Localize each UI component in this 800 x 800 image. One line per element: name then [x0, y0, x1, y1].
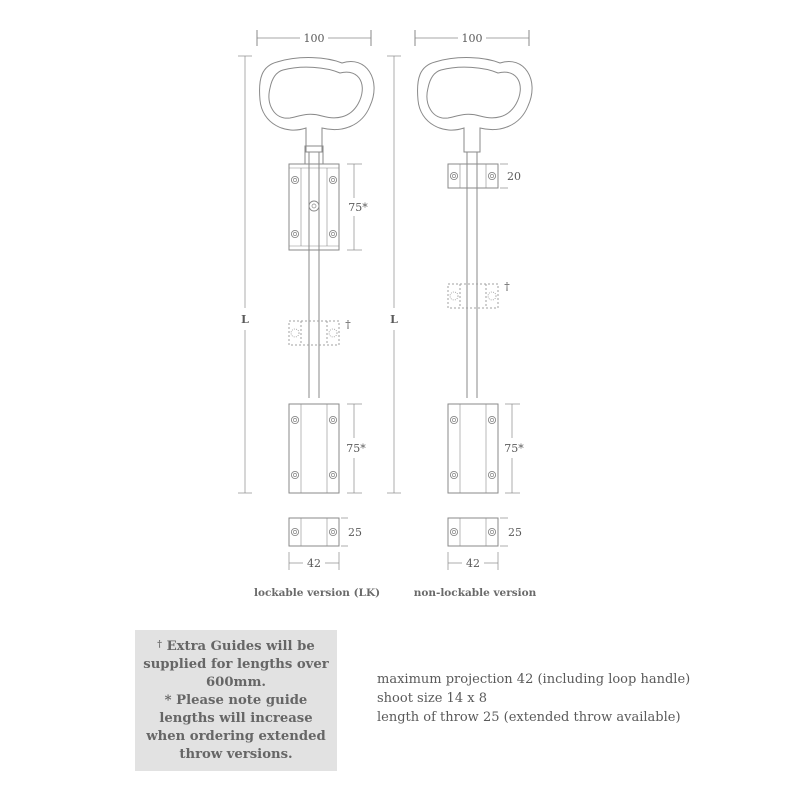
- specifications: [377, 670, 690, 727]
- nl-loop-handle-inner: [427, 67, 520, 118]
- lk-loop-handle-inner: [269, 67, 362, 118]
- lk-keep-width-label: 42: [307, 557, 321, 570]
- nl-upper-guide-label: 20: [507, 170, 521, 183]
- guide-lengths-note: * Please note guide lengths will increase when ordering extended throw versions.: [146, 693, 326, 762]
- lk-upper-guide-label: 75*: [348, 201, 368, 214]
- spec-throw: length of throw 25 (extended throw available): [377, 710, 681, 725]
- dagger-mark: †: [157, 640, 162, 650]
- lk-lower-guide-label: 75*: [346, 442, 366, 455]
- nl-length-label: L: [390, 313, 398, 326]
- nl-width-label: 100: [461, 32, 483, 45]
- lk-width-label: 100: [303, 32, 325, 45]
- lk-extra-guide: [289, 321, 339, 345]
- nl-loop-handle: [418, 58, 533, 152]
- spec-projection: maximum projection 42 (including loop handle): [377, 672, 691, 687]
- nl-caption: non-lockable version: [413, 587, 537, 599]
- nl-lower-guide-label: 75*: [504, 442, 524, 455]
- lk-keep-label: 25: [348, 526, 362, 539]
- nl-keep-label: 25: [508, 526, 522, 539]
- nl-lower-guide: [448, 404, 498, 493]
- nl-extra-guide: [448, 284, 498, 308]
- lk-lower-guide: [289, 404, 339, 493]
- non-lockable-bolt: [387, 30, 532, 570]
- spec-shoot-size: shoot size 14 x 8: [377, 691, 487, 706]
- lk-length-label: L: [241, 313, 249, 326]
- lockable-bolt: [238, 30, 374, 570]
- nl-keep-width-label: 42: [466, 557, 480, 570]
- extra-guides-text: Extra Guides will be supplied for lengths over 600mm.: [143, 639, 329, 690]
- extra-guides-note: [141, 638, 331, 692]
- nl-length-dimension: [387, 56, 401, 493]
- lk-caption: lockable version (LK): [253, 587, 381, 599]
- lk-length-dimension: [238, 56, 252, 493]
- lk-loop-handle: [260, 58, 375, 152]
- lk-extra-guide-mark: †: [345, 318, 351, 331]
- lk-keyhole: [309, 201, 319, 211]
- nl-extra-guide-mark: †: [504, 280, 510, 293]
- notes-box: [135, 630, 337, 771]
